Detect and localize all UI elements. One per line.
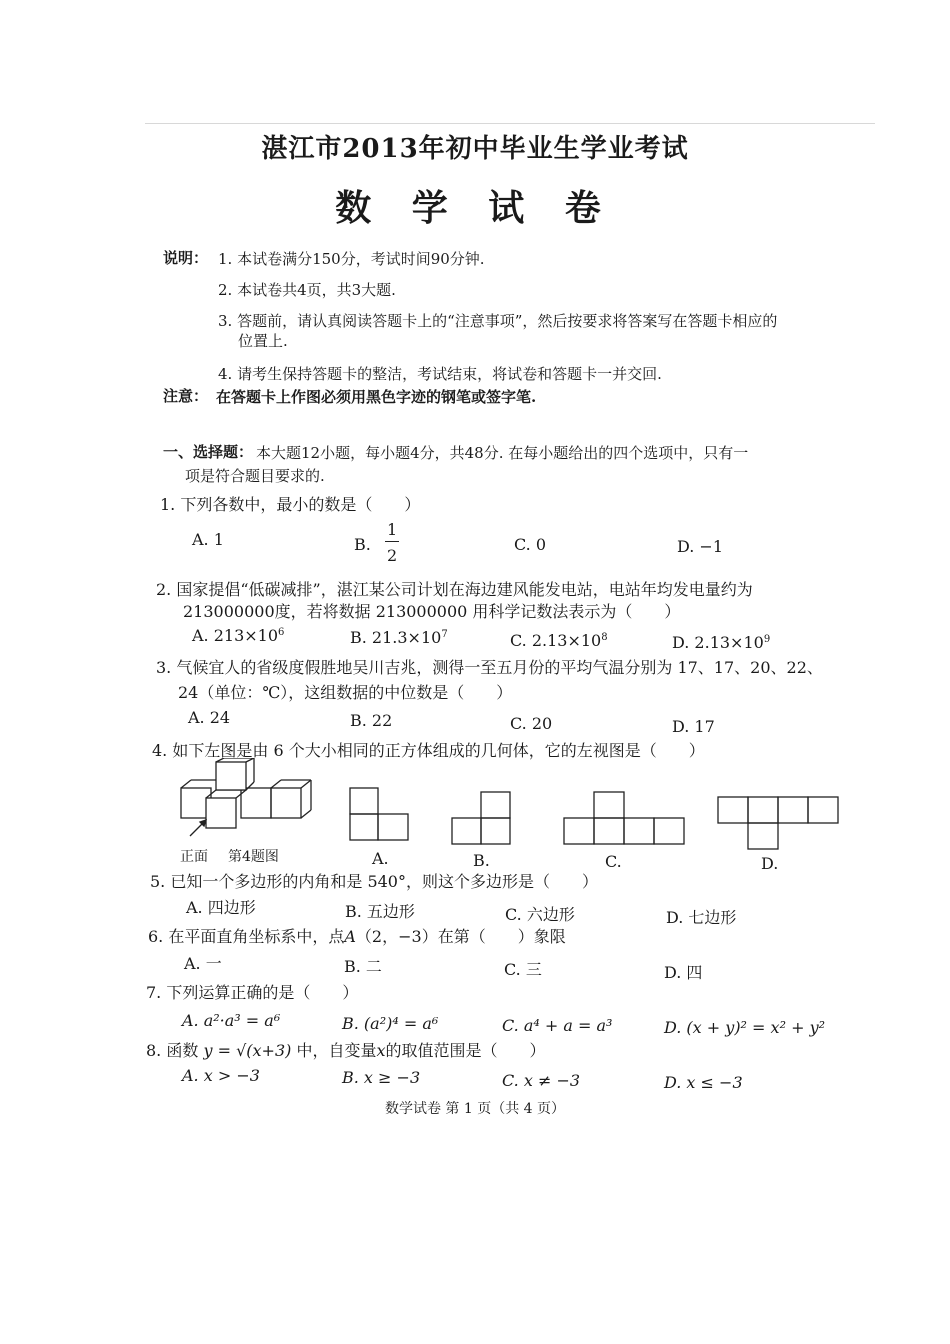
q4-option-b-figure [450, 790, 514, 848]
section-desc: 项是符合题目要求的. [185, 467, 325, 485]
q2-option-a-exp: 6 [278, 627, 285, 638]
note-label: 注意： [163, 387, 209, 405]
q3-option-a: A. 24 [188, 708, 231, 727]
q1-option-d: D. −1 [677, 537, 724, 556]
q8-option-c: C. x ≠ −3 [502, 1071, 581, 1090]
q2-option-c-exp: 8 [601, 632, 608, 643]
q1-option-b: B. [354, 535, 371, 554]
q4-option-a-figure [348, 786, 412, 844]
fraction-numerator: 1 [387, 520, 398, 539]
q1-option-a: A. 1 [192, 530, 224, 549]
q2-option-d [672, 635, 770, 651]
q3-option-c: C. 20 [510, 714, 553, 733]
q8-stem-pre: 8. 函数 [146, 1041, 199, 1060]
instruction-item: 4. 请考生保持答题卡的整洁，考试结束，将试卷和答题卡一并交回. [218, 365, 662, 383]
q2-option-a [192, 628, 284, 644]
q5-option-c: C. 六边形 [505, 905, 575, 924]
q2-option-c [510, 633, 608, 649]
q4-option-c: C. [605, 852, 622, 871]
q8-option-a: A. x > −3 [182, 1066, 260, 1085]
q4-option-d-figure [716, 795, 840, 853]
instruction-item: 1. 本试卷满分150分，考试时间90分钟. [218, 250, 485, 268]
q6-stem [148, 929, 566, 945]
q8-variable: x [376, 1041, 386, 1060]
fraction-denominator: 2 [387, 546, 398, 565]
q6-point: A [344, 927, 356, 946]
q4-front-label: 正面 [180, 849, 208, 865]
instructions-label: 说明： [163, 249, 209, 267]
q2-option-b [350, 630, 448, 646]
bleed-through-text [712, 140, 892, 1000]
q5-stem: 5. 已知一个多边形的内角和是 540°，则这个多边形是（ ） [150, 872, 598, 891]
q1-stem: 1. 下列各数中，最小的数是（ ） [160, 495, 421, 514]
q4-stem: 4. 如下左图是由 6 个大小相同的正方体组成的几何体，它的左视图是（ ） [152, 741, 705, 760]
q8-stem-post: 中，自变量 [296, 1041, 377, 1060]
q6-option-d: D. 四 [664, 963, 703, 982]
fraction-bar [385, 541, 399, 542]
page-footer: 数学试卷 第 1 页（共 4 页） [384, 1101, 566, 1117]
instruction-item: 2. 本试卷共4页，共3大题. [218, 281, 396, 299]
q4-option-d: D. [761, 854, 779, 873]
q2-option-b-exp: 7 [441, 629, 448, 640]
q2-stem: 2. 国家提倡“低碳减排”，湛江某公司计划在海边建风能发电站，电站年均发电量约为 [156, 580, 753, 599]
note-text: 在答题卡上作图必须用黑色字迹的钢笔或签字笔. [216, 388, 537, 406]
q3-option-b: B. 22 [350, 711, 393, 730]
q6-stem-pre: 6. 在平面直角坐标系中，点 [148, 927, 345, 946]
q7-option-c: C. a⁴ + a = a³ [502, 1016, 613, 1035]
q7-option-a: A. a²·a³ = a⁶ [182, 1011, 281, 1030]
q6-option-b: B. 二 [344, 957, 382, 976]
q5-option-d: D. 七边形 [666, 908, 737, 927]
q3-stem: 24（单位：℃），这组数据的中位数是（ ） [178, 683, 513, 702]
q4-option-a: A. [372, 849, 389, 868]
q4-figure-caption: 第4题图 [228, 849, 279, 865]
q2-option-d-exp: 9 [763, 634, 771, 645]
q1-option-c: C. 0 [514, 535, 547, 554]
q4-option-c-figure [562, 790, 686, 848]
q8-option-d: D. x ≤ −3 [664, 1073, 743, 1092]
q8-stem [146, 1043, 546, 1059]
q7-option-b: B. (a²)⁴ = a⁶ [342, 1014, 439, 1033]
q5-option-b: B. 五边形 [345, 902, 415, 921]
q6-option-a: A. 一 [184, 954, 222, 973]
q2-stem: 213000000度，若将数据 213000000 用科学记数法表示为（ ） [183, 602, 681, 621]
q5-option-a: A. 四边形 [186, 898, 256, 917]
instruction-item: 3. 答题前，请认真阅读答题卡上的“注意事项”，然后按要求将答案写在答题卡相应的 [218, 312, 778, 330]
q3-option-d: D. 17 [672, 717, 715, 736]
q8-option-b: B. x ≥ −3 [342, 1068, 421, 1087]
exam-title: 湛江市2013年初中毕业生学业考试 [261, 134, 689, 164]
q2-option-c-base: C. 2.13×10 [510, 631, 602, 650]
q2-option-d-base: D. 2.13×10 [672, 633, 764, 652]
q6-option-c: C. 三 [504, 960, 542, 979]
section-desc: 本大题12小题，每小题4分，共48分. 在每小题给出的四个选项中，只有一 [256, 444, 749, 462]
q8-stem-end: 的取值范围是（ ） [385, 1041, 546, 1060]
q8-formula: y = √(x+3) [203, 1041, 292, 1060]
instruction-item: 位置上. [238, 332, 288, 350]
top-rule [145, 123, 875, 124]
section-heading: 一、选择题： [163, 443, 254, 461]
q2-option-b-base: B. 21.3×10 [350, 628, 442, 647]
q1-fraction [384, 520, 400, 564]
q7-stem: 7. 下列运算正确的是（ ） [146, 983, 359, 1002]
q3-stem: 3. 气候宜人的省级度假胜地吴川吉兆，测得一至五月份的平均气温分别为 17、17、20、22、 [156, 658, 823, 677]
q4-solid-figure [176, 758, 316, 838]
q4-option-b: B. [473, 851, 490, 870]
q7-option-d: D. (x + y)² = x² + y² [664, 1018, 826, 1037]
q6-stem-post: （2，−3）在第（ ）象限 [355, 927, 566, 946]
q2-option-a-base: A. 213×10 [192, 626, 279, 645]
exam-subtitle: 数 学 试 卷 [335, 187, 615, 229]
